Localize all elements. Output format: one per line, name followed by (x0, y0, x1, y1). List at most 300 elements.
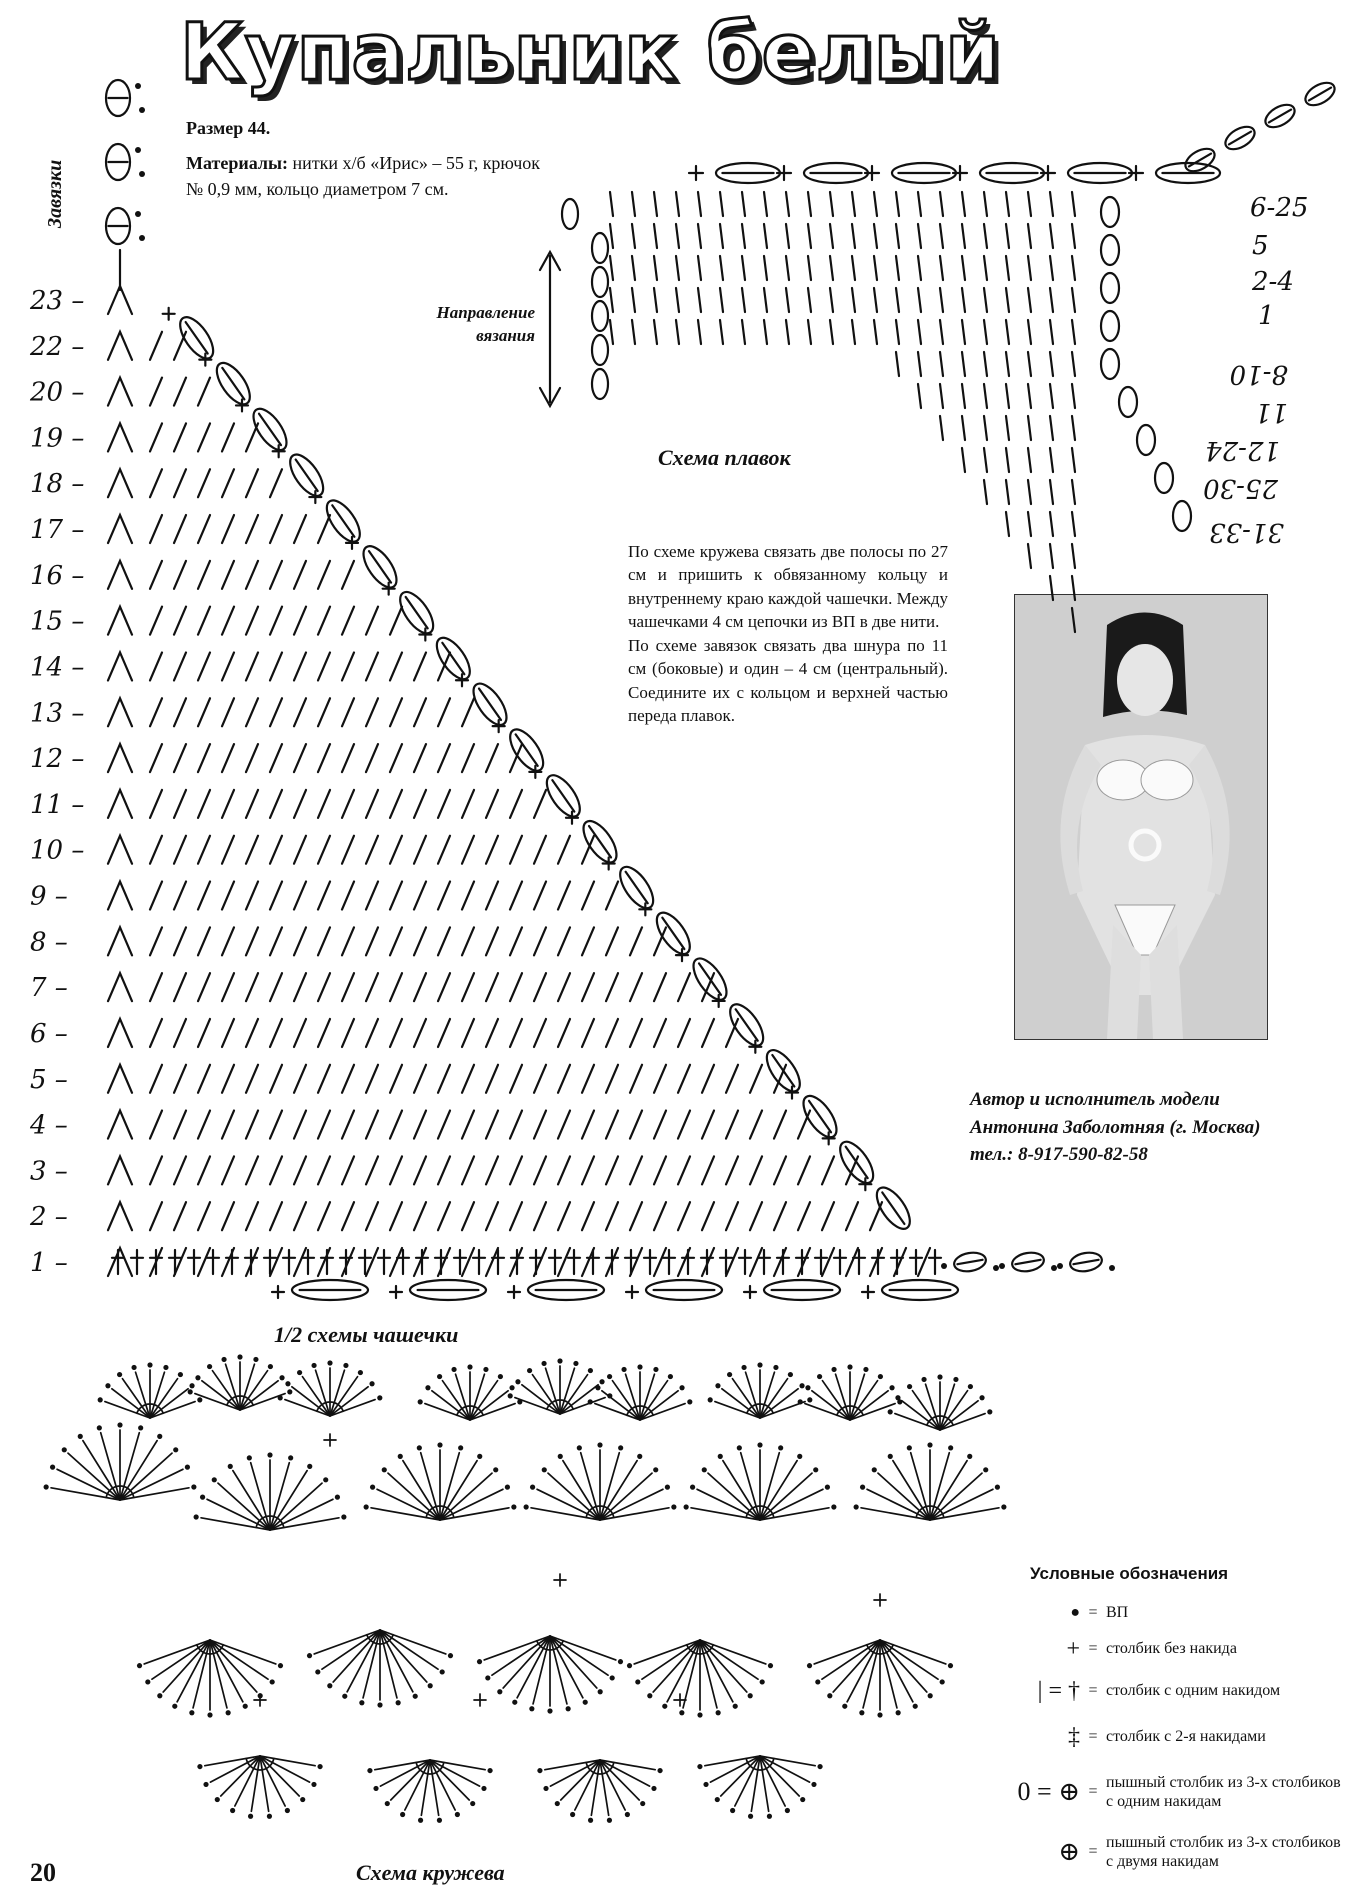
page-number: 20 (30, 1858, 56, 1887)
cup-apex-stitch (108, 332, 132, 360)
chain-mark (665, 1485, 670, 1490)
chain-mark (599, 1379, 604, 1384)
briefs-stitch (632, 224, 635, 248)
puff-stitch-icon: 0 = ⊕ (1017, 1777, 1080, 1806)
cup-stitch (150, 836, 162, 864)
chain-mark (515, 1379, 520, 1384)
chain-mark (194, 1514, 199, 1519)
puff-stitch-vein (626, 872, 648, 903)
briefs-edge-puff (1101, 197, 1119, 227)
chain-mark (197, 1397, 202, 1402)
briefs-stitch (1006, 256, 1009, 280)
cup-stitch (558, 1156, 570, 1184)
chain-mark (215, 1797, 220, 1802)
briefs-stitch (808, 320, 811, 344)
chain-mark (983, 1467, 988, 1472)
briefs-edge-puff (562, 199, 578, 229)
cup-stitch (270, 1111, 282, 1139)
cup-stitch (318, 1202, 330, 1230)
puff-stitch-vein (332, 505, 354, 536)
cup-stitch (582, 1202, 594, 1230)
cup-stitch (246, 515, 258, 543)
chain-mark (831, 1504, 836, 1509)
chain-mark (859, 1710, 864, 1715)
cup-stitch (414, 1156, 426, 1184)
cup-stitch (318, 515, 330, 543)
lace-stitch (292, 1387, 330, 1416)
chain-mark (798, 1399, 803, 1404)
chain-mark (895, 1395, 900, 1400)
chain-mark (788, 1372, 793, 1377)
chain-mark (588, 1368, 593, 1373)
cup-stitch (606, 1065, 618, 1093)
chain-mark (687, 1399, 692, 1404)
chain-mark (1057, 1263, 1063, 1269)
chain-mark (807, 1663, 812, 1668)
cup-stitch (558, 1019, 570, 1047)
cup-stitch (606, 927, 618, 955)
cup-stitch (486, 1156, 498, 1184)
briefs-edge-puff (1101, 311, 1119, 341)
briefs-stitch (1006, 288, 1009, 312)
briefs-stitch (830, 192, 833, 216)
cup-stitch (438, 1248, 450, 1276)
instructions-paragraph-1: По схеме кружева связать две полосы по 27 см и пришить к обвязанному кольцу и внутреннему краю каждой чашечки. Между чашечками 4 см цепочки из ВП в две нити. (628, 542, 948, 632)
cup-stitch (726, 1202, 738, 1230)
cup-stitch (654, 1111, 666, 1139)
cup-stitch (414, 836, 426, 864)
cup-stitch (174, 561, 186, 589)
chain-mark (921, 1377, 926, 1382)
chain-mark (907, 1384, 912, 1389)
briefs-stitch (1072, 576, 1075, 600)
briefs-edge-puff (592, 369, 608, 399)
cup-stitch (390, 836, 402, 864)
chain-mark (618, 1445, 623, 1450)
cup-stitch (270, 652, 282, 680)
briefs-stitch (874, 320, 877, 344)
lace-stitch (150, 1389, 188, 1418)
chain-mark (343, 1363, 348, 1368)
cup-stitch (510, 1111, 522, 1139)
chain-mark (640, 1801, 645, 1806)
cup-stitch (270, 1019, 282, 1047)
briefs-row-label: 8-10 (1229, 359, 1288, 389)
cup-apex-stitch (108, 1111, 132, 1139)
briefs-stitch (742, 192, 745, 216)
cup-stitch (558, 973, 570, 1001)
briefs-stitch (632, 256, 635, 280)
chain-mark (400, 1812, 405, 1817)
cup-stitch (582, 1019, 594, 1047)
chain-mark (437, 1818, 442, 1823)
chain-mark (797, 1454, 802, 1459)
chain-mark (697, 1712, 702, 1717)
chain-mark (311, 1363, 316, 1368)
cup-stitch (486, 836, 498, 864)
cup-stitch (246, 744, 258, 772)
briefs-stitch (720, 288, 723, 312)
briefs-stitch (654, 320, 657, 344)
cup-stitch (294, 561, 306, 589)
cup-stitch (198, 790, 210, 818)
briefs-stitch (720, 256, 723, 280)
chain-mark (212, 1477, 217, 1482)
briefs-stitch (1072, 352, 1075, 376)
cup-stitch (198, 1156, 210, 1184)
chain-mark (139, 107, 145, 113)
cup-row-label: 22 – (30, 331, 85, 362)
cup-stitch (534, 927, 546, 955)
chain-mark (373, 1786, 378, 1791)
cup-stitch (774, 1202, 786, 1230)
briefs-stitch (1072, 480, 1075, 504)
briefs-stitch (896, 288, 899, 312)
briefs-stitch (984, 416, 987, 440)
cup-stitch (534, 882, 546, 910)
cup-stitch (198, 1111, 210, 1139)
cup-stitch (582, 1065, 594, 1093)
chain-mark (287, 1389, 292, 1394)
chain-mark (813, 1467, 818, 1472)
briefs-stitch (742, 288, 745, 312)
chain-mark (396, 1700, 401, 1705)
cup-stitch (198, 607, 210, 635)
chain-mark (440, 1669, 445, 1674)
cup-stitch (414, 790, 426, 818)
cup-stitch (462, 927, 474, 955)
cup-stitch (198, 561, 210, 589)
chain-mark (135, 147, 141, 153)
cup-stitch (294, 744, 306, 772)
briefs-stitch (676, 256, 679, 280)
puff-stitch-vein (1015, 1260, 1040, 1264)
cup-stitch (654, 1156, 666, 1184)
chain-mark (508, 1393, 513, 1398)
cup-stitch (270, 561, 282, 589)
cup-stitch (318, 973, 330, 1001)
briefs-stitch (1050, 384, 1053, 408)
cup-stitch (198, 469, 210, 497)
briefs-stitch (1050, 192, 1053, 216)
cup-stitch (318, 652, 330, 680)
cup-stitch (342, 1202, 354, 1230)
chain-mark (588, 1818, 593, 1823)
briefs-stitch (676, 288, 679, 312)
chain-mark (268, 1364, 273, 1369)
briefs-stitch (1050, 576, 1053, 600)
cup-stitch (198, 1202, 210, 1230)
cup-stitch (390, 790, 402, 818)
cup-stitch (174, 515, 186, 543)
briefs-stitch (984, 352, 987, 376)
cup-stitch (630, 1202, 642, 1230)
briefs-stitch (720, 224, 723, 248)
cup-stitch (390, 652, 402, 680)
cup-stitch (150, 332, 162, 360)
cup-stitch (222, 1065, 234, 1093)
chain-mark (437, 1374, 442, 1379)
cup-stitch (438, 698, 450, 726)
briefs-stitch (1006, 512, 1009, 536)
chain-mark (860, 1485, 865, 1490)
puff-stitch-vein (479, 689, 501, 720)
legend-label: пышный столбик из 3-х столбиков с одним накидам (1106, 1773, 1341, 1810)
briefs-stitch (698, 288, 701, 312)
chain-mark (207, 1364, 212, 1369)
cup-row-label: 10 – (30, 835, 85, 866)
briefs-stitch (764, 256, 767, 280)
cup-stitch (870, 1248, 882, 1276)
chain-mark (1051, 1265, 1057, 1271)
chain-mark (647, 1693, 652, 1698)
briefs-edge-puff (592, 301, 608, 331)
puff-stitch-vein (259, 414, 281, 445)
chain-mark (679, 1385, 684, 1390)
cup-stitch (222, 790, 234, 818)
chain-mark (243, 1704, 248, 1709)
cup-stitch (486, 1065, 498, 1093)
briefs-stitch (1028, 448, 1031, 472)
briefs-stitch (1072, 192, 1075, 216)
cup-apex-stitch (108, 469, 132, 497)
cup-stitch (198, 652, 210, 680)
puff-stitch-vein (369, 551, 391, 582)
cup-stitch (150, 607, 162, 635)
cup-stitch (486, 1111, 498, 1139)
chain-mark (610, 1675, 615, 1680)
materials-label: Материалы: (186, 153, 289, 173)
chain-mark (767, 1814, 772, 1819)
chain-mark (44, 1484, 49, 1489)
briefs-stitch (896, 320, 899, 344)
lace-stitch (560, 1385, 598, 1414)
cup-apex-stitch (108, 1156, 132, 1184)
briefs-stitch (962, 288, 965, 312)
cup-stitch (606, 1156, 618, 1184)
chain-mark (98, 1397, 103, 1402)
cup-stitch (270, 1202, 282, 1230)
cup-stitch (510, 927, 522, 955)
cup-stitch (534, 1111, 546, 1139)
chain-mark (509, 1385, 514, 1390)
cup-stitch (726, 1156, 738, 1184)
briefs-stitch (852, 288, 855, 312)
single-crochet-icon: + (1066, 1635, 1080, 1662)
cup-row-label: 7 – (30, 973, 68, 1004)
puff-stitch-vein (957, 1260, 982, 1264)
cup-stitch (366, 973, 378, 1001)
chain-mark (451, 1367, 456, 1372)
briefs-stitch (632, 320, 635, 344)
cup-stitch (918, 1248, 930, 1276)
briefs-edge-puff (592, 233, 608, 263)
briefs-stitch (830, 224, 833, 248)
chain-mark (948, 1445, 953, 1450)
puff-stitch-vein (442, 643, 464, 674)
briefs-stitch (654, 192, 657, 216)
cup-stitch (174, 1156, 186, 1184)
cup-stitch (342, 561, 354, 589)
briefs-stitch (786, 256, 789, 280)
cup-stitch (150, 515, 162, 543)
cup-stitch (366, 1202, 378, 1230)
briefs-stitch (1028, 352, 1031, 376)
cup-stitch (798, 1248, 810, 1276)
briefs-stitch (874, 288, 877, 312)
chain-mark (278, 1395, 283, 1400)
chain-mark (807, 1397, 812, 1402)
cup-stitch (150, 744, 162, 772)
cup-stitch (342, 652, 354, 680)
chain-mark (307, 1653, 312, 1658)
chain-mark (50, 1465, 55, 1470)
double-crochet-icon: | = † (1037, 1677, 1080, 1704)
chain-mark (297, 1370, 302, 1375)
chain-mark (718, 1454, 723, 1459)
cup-stitch (150, 698, 162, 726)
cup-stitch (246, 1065, 258, 1093)
chain-mark (928, 1693, 933, 1698)
chain-mark (607, 1818, 612, 1823)
cup-stitch (630, 1111, 642, 1139)
chain-mark (854, 1504, 859, 1509)
chain-mark (62, 1447, 67, 1452)
cup-stitch (846, 1248, 858, 1276)
briefs-stitch (940, 416, 943, 440)
cup-stitch (678, 1019, 690, 1047)
cup-stitch (414, 1111, 426, 1139)
chain-mark (530, 1485, 535, 1490)
chain-mark (948, 1663, 953, 1668)
chain-mark (270, 1679, 275, 1684)
chain-mark (382, 1467, 387, 1472)
cup-stitch (222, 607, 234, 635)
chain-mark (993, 1265, 999, 1271)
chain-mark (455, 1812, 460, 1817)
chain-mark (307, 1464, 312, 1469)
cup-stitch (486, 973, 498, 1001)
chain-mark (505, 1485, 510, 1490)
cup-stitch (246, 790, 258, 818)
chain-mark (317, 1764, 322, 1769)
cup-stitch (390, 1065, 402, 1093)
cup-stitch (438, 973, 450, 1001)
chain-mark (477, 1454, 482, 1459)
cup-stitch (342, 1019, 354, 1047)
cup-row-labels (29, 286, 84, 1278)
cup-stitch (246, 607, 258, 635)
cup-stitch (246, 927, 258, 955)
briefs-stitch (962, 192, 965, 216)
lace-stitch (432, 1391, 470, 1420)
chain-mark (467, 1364, 472, 1369)
chain-mark (157, 1434, 162, 1439)
cup-stitch (222, 927, 234, 955)
cup-row-label: 2 – (30, 1202, 68, 1233)
cup-stitch (318, 1156, 330, 1184)
cup-stitch (486, 1019, 498, 1047)
chain-mark (708, 1397, 713, 1402)
cup-stitch (654, 1065, 666, 1093)
chain-mark (805, 1385, 810, 1390)
cup-stitch (366, 1065, 378, 1093)
legend-item-puff2: ⊕ = пышный столбик из 3-х столбиков с двумя накидам (990, 1830, 1346, 1874)
briefs-row-label: 11 (1254, 397, 1288, 427)
legend-item-chain: ● = ВП (990, 1598, 1346, 1628)
puff-stitch-vein (296, 460, 318, 491)
chain-mark (785, 1808, 790, 1813)
chain-mark (178, 1372, 183, 1377)
chain-mark (778, 1445, 783, 1450)
chain-mark (827, 1693, 832, 1698)
briefs-stitch (1072, 512, 1075, 536)
briefs-stitch (940, 352, 943, 376)
chain-mark (527, 1368, 532, 1373)
chain-mark (566, 1706, 571, 1711)
chain-mark (398, 1454, 403, 1459)
cup-stitch (558, 1248, 570, 1276)
cup-stitch (390, 927, 402, 955)
chain-mark (247, 1455, 252, 1460)
chain-mark (979, 1395, 984, 1400)
cup-stitch (750, 1202, 762, 1230)
chain-mark (825, 1485, 830, 1490)
briefs-row-label: 6-25 (1250, 193, 1309, 223)
cup-stitch (294, 1156, 306, 1184)
chain-mark (493, 1467, 498, 1472)
briefs-stitch (984, 192, 987, 216)
cup-stitch (654, 1019, 666, 1047)
cup-apex-stitch (108, 1065, 132, 1093)
cup-stitch (558, 836, 570, 864)
puff-stitch-vein (772, 1055, 794, 1086)
puff-stitch-vein (662, 918, 684, 949)
chain-mark (757, 1442, 762, 1447)
chain-mark (679, 1710, 684, 1715)
cup-stitch (630, 973, 642, 1001)
chain-mark (342, 1694, 347, 1699)
chain-mark (662, 1704, 667, 1709)
chain-mark (139, 235, 145, 241)
cup-stitch (318, 1065, 330, 1093)
cup-stitch (462, 882, 474, 910)
cup-stitch (198, 378, 210, 406)
chain-mark (139, 171, 145, 177)
cup-stitch (606, 1111, 618, 1139)
chain-mark (847, 1364, 852, 1369)
legend-title: Условные обозначения (1030, 1564, 1229, 1583)
chain-mark (653, 1367, 658, 1372)
briefs-stitch (742, 320, 745, 344)
cup-stitch (246, 836, 258, 864)
briefs-stitch (610, 256, 613, 280)
chain-mark (418, 1399, 423, 1404)
cup-stitch (174, 1202, 186, 1230)
briefs-stitch (632, 288, 635, 312)
puff-stitch-vein (846, 1147, 868, 1178)
cup-stitch (222, 652, 234, 680)
chain-mark (105, 1383, 110, 1388)
briefs-stitch (1028, 320, 1031, 344)
briefs-stitch (1050, 448, 1053, 472)
cup-stitch (486, 882, 498, 910)
cup-stitch (414, 882, 426, 910)
briefs-stitch (852, 224, 855, 248)
cup-stitch (414, 698, 426, 726)
chain-mark (135, 83, 141, 89)
cup-stitch (222, 1019, 234, 1047)
